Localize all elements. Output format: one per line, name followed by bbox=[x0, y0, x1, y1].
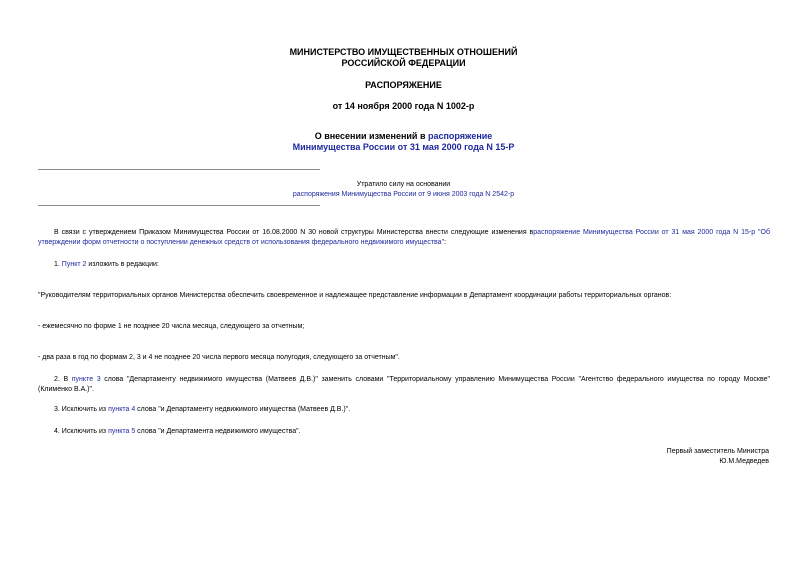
quote-paragraph-2: - ежемесячно по форме 1 не позднее 20 числа месяца, следующего за отчетным; bbox=[38, 323, 305, 330]
item-3-prefix: 3. Исключить из bbox=[54, 406, 109, 413]
item-3-point-link[interactable]: пункта 4 bbox=[108, 406, 136, 413]
item-2-text: слова "Департаменту недвижимого имущества (Матвеев Д.В.)" заменить словами "Территориальному управлению Минимущества России "Агентство федерального имущества по городу Москве" (Клименко В.А.)". bbox=[38, 376, 771, 393]
divider-top bbox=[38, 169, 320, 170]
document-type: РАСПОРЯЖЕНИЕ bbox=[365, 80, 442, 90]
intro-end: : bbox=[444, 239, 447, 246]
item-4 bbox=[38, 427, 770, 437]
item-2-point-link[interactable]: пункте 3 bbox=[71, 376, 101, 383]
intro-amended-order-link[interactable]: распоряжение Минимущества России от 31 мая 2000 года N 15-р "Об утверждении форм отчетности о поступлении денежных средств от использования федерального недвижимого имущества" bbox=[38, 229, 770, 246]
item-4-point-link[interactable]: пункта 5 bbox=[108, 428, 136, 435]
status-repealing-document-link[interactable]: распоряжения Минимущества России от 9 июня 2003 года N 2542-р bbox=[292, 191, 515, 198]
item-4-text: слова "и Департамента недвижимого имущества". bbox=[135, 428, 301, 435]
intro-paragraph bbox=[38, 228, 770, 248]
item-2-prefix: 2. В bbox=[54, 376, 72, 383]
title-amended-document-link[interactable]: распоряжение bbox=[427, 131, 493, 141]
ministry-name-line2: РОССИЙСКОЙ ФЕДЕРАЦИИ bbox=[341, 58, 466, 68]
document-date-number: от 14 ноября 2000 года N 1002-р bbox=[332, 101, 475, 111]
signature-position: Первый заместитель Министра bbox=[666, 448, 769, 455]
item-1-point-link[interactable]: Пункт 2 bbox=[61, 261, 87, 268]
document-title-line2[interactable]: Минимущества России от 31 мая 2000 года N 15-Р bbox=[292, 142, 515, 152]
divider-bottom bbox=[38, 205, 320, 206]
quote-paragraph-3: - два раза в год по формам 2, 3 и 4 не позднее 20 числа первого месяца полугодия, следующего за отчетным". bbox=[38, 354, 400, 361]
document-title-prefix: О внесении изменений в bbox=[314, 131, 428, 141]
item-1-text: изложить в редакции: bbox=[86, 261, 159, 268]
signature-name: Ю.М.Медведев bbox=[719, 458, 769, 465]
item-3-text: слова "и Департаменту недвижимого имущества (Матвеев Д.В.)". bbox=[135, 406, 351, 413]
item-1 bbox=[38, 260, 770, 270]
item-2 bbox=[38, 375, 770, 395]
status-note: Утратило силу на основании bbox=[356, 181, 451, 188]
intro-text: В связи с утверждением Приказом Минимущества России от 16.08.2000 N 30 новой структуры Министерства внести следующие изменения в bbox=[54, 229, 534, 236]
item-4-prefix: 4. Исключить из bbox=[54, 428, 109, 435]
item-3 bbox=[38, 405, 770, 415]
quote-paragraph-1: "Руководителям территориальных органов Министерства обеспечить своевременное и надлежащее представление информации в Департамент координации работы территориальных органов: bbox=[38, 292, 672, 299]
document-title-line1 bbox=[0, 131, 807, 142]
item-1-prefix: 1. bbox=[54, 261, 62, 268]
ministry-name-line1: МИНИСТЕРСТВО ИМУЩЕСТВЕННЫХ ОТНОШЕНИЙ bbox=[289, 47, 518, 57]
